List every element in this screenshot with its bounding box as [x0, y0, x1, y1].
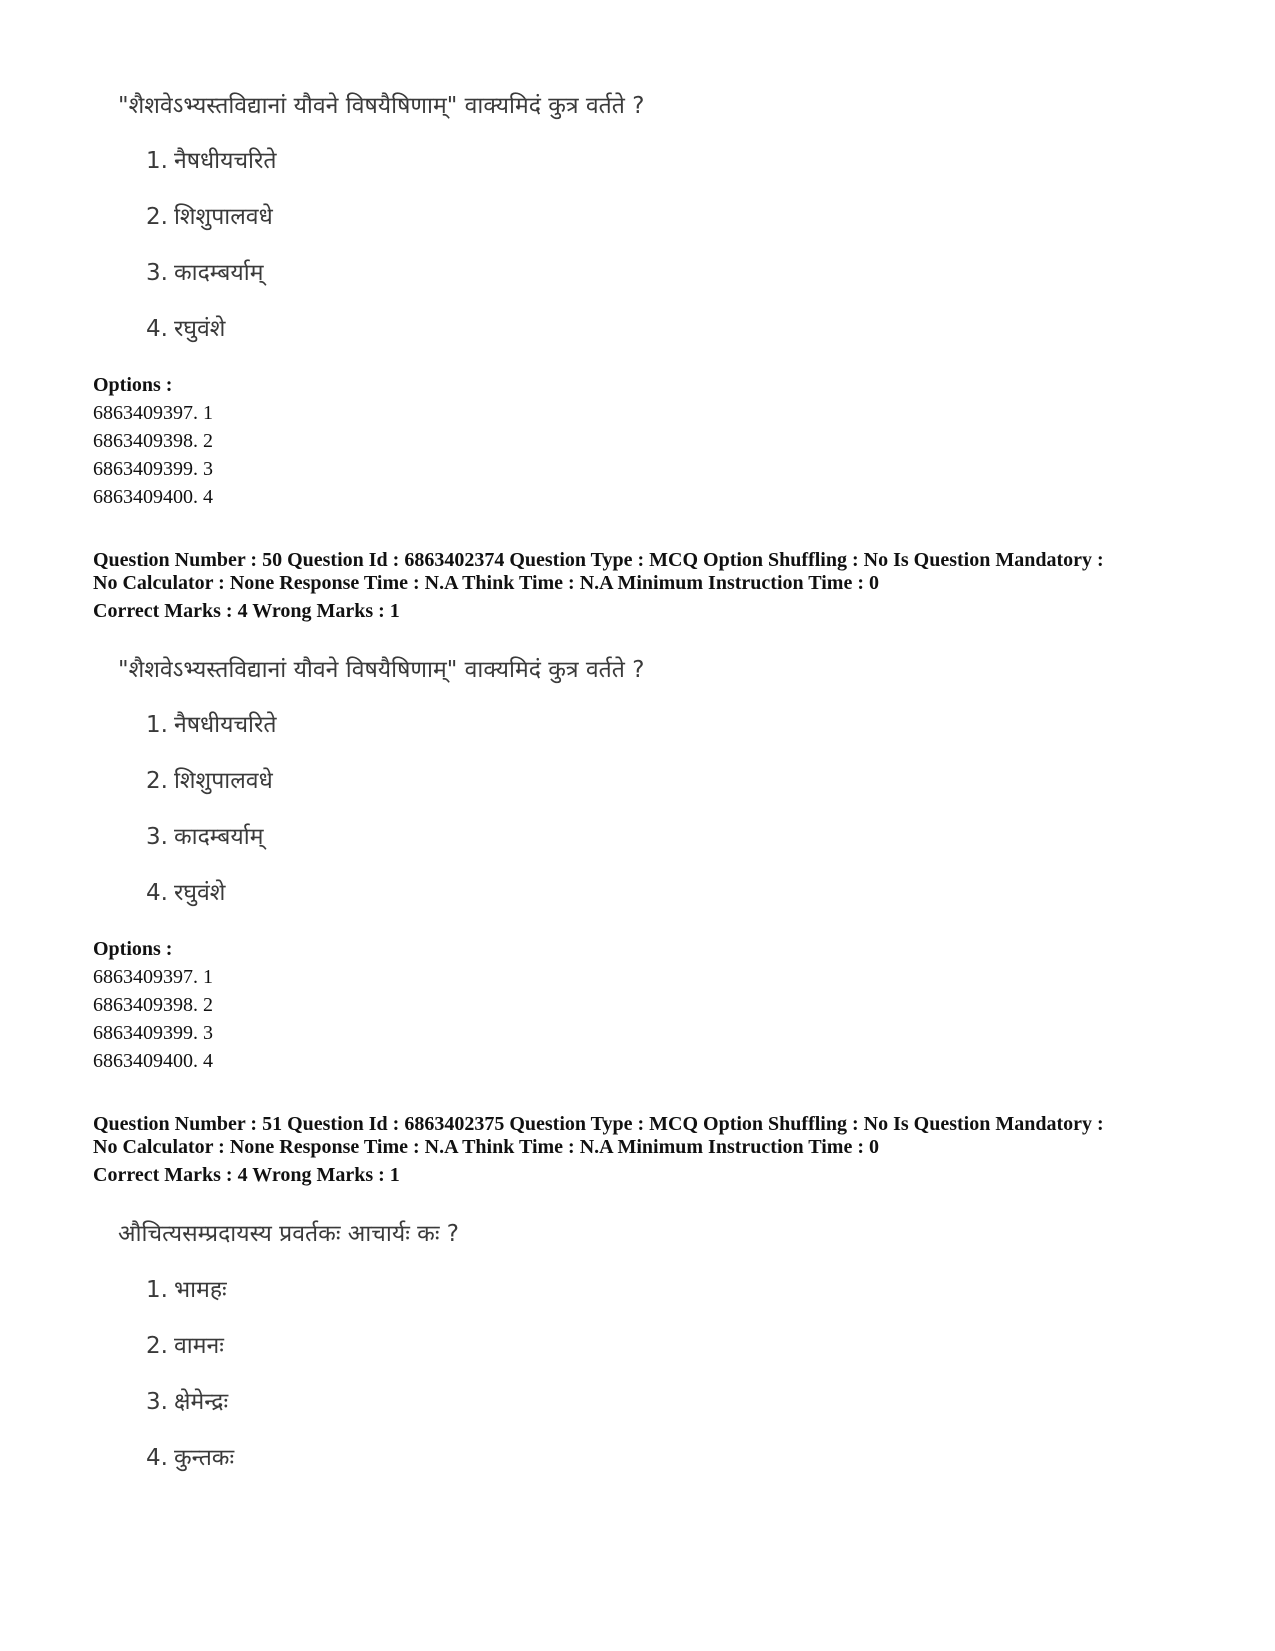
choice-text: शिशुपालवधे: [173, 768, 273, 794]
choice-number: 1.: [146, 1277, 168, 1303]
option-id: 6863409397. 1: [93, 402, 213, 424]
option-id: 6863409400. 4: [93, 1050, 213, 1072]
choice-text: कादम्बर्याम्: [173, 824, 264, 850]
question-text: औचित्यसम्प्रदायस्य प्रवर्तकः आचार्यः कः ?: [118, 1221, 459, 1247]
choice-number: 3.: [146, 824, 168, 850]
choice-number: 1.: [146, 148, 168, 174]
choice-number: 2.: [146, 204, 168, 230]
choice-item: [146, 1272, 227, 1304]
question-header-line2: No Calculator : None Response Time : N.A Think Time : N.A Minimum Instruction Time : 0: [93, 1136, 879, 1158]
option-id: 6863409399. 3: [93, 458, 213, 480]
question-header-line1: Question Number : 51 Question Id : 6863402375 Question Type : MCQ Option Shuffling : No Is Question Mandatory :: [93, 1113, 1104, 1135]
options-label: Options :: [93, 938, 173, 960]
choice-text: भामहः: [173, 1277, 227, 1303]
choice-number: 3.: [146, 1389, 168, 1415]
question-text: "शैशवेऽभ्यस्तविद्यानां यौवने विषयैषिणाम्" वाक्यमिदं कुत्र वर्तते ?: [118, 93, 645, 119]
marks-line: Correct Marks : 4 Wrong Marks : 1: [93, 1164, 400, 1186]
question-text: "शैशवेऽभ्यस्तविद्यानां यौवने विषयैषिणाम्" वाक्यमिदं कुत्र वर्तते ?: [118, 657, 645, 683]
choice-item: [146, 1384, 228, 1416]
choice-text: नैषधीयचरिते: [173, 148, 277, 174]
choice-item: [146, 311, 225, 343]
choice-number: 1.: [146, 712, 168, 738]
option-id: 6863409398. 2: [93, 430, 213, 452]
choice-item: [146, 819, 263, 851]
choice-item: [146, 143, 277, 175]
choice-item: [146, 1328, 224, 1360]
choice-number: 2.: [146, 768, 168, 794]
choice-number: 4.: [146, 1445, 168, 1471]
choice-text: क्षेमेन्द्रः: [173, 1389, 229, 1415]
choice-text: कादम्बर्याम्: [173, 260, 264, 286]
choice-text: वामनः: [173, 1333, 224, 1359]
choice-item: [146, 1440, 234, 1472]
choice-text: कुन्तकः: [173, 1445, 235, 1471]
option-id: 6863409397. 1: [93, 966, 213, 988]
choice-item: [146, 875, 225, 907]
choice-item: [146, 199, 273, 231]
option-id: 6863409400. 4: [93, 486, 213, 508]
choice-item: [146, 707, 277, 739]
choice-text: शिशुपालवधे: [173, 204, 273, 230]
marks-line: Correct Marks : 4 Wrong Marks : 1: [93, 600, 400, 622]
option-id: 6863409399. 3: [93, 1022, 213, 1044]
choice-item: [146, 763, 273, 795]
choice-item: [146, 255, 263, 287]
option-id: 6863409398. 2: [93, 994, 213, 1016]
choice-number: 4.: [146, 316, 168, 342]
choice-text: नैषधीयचरिते: [173, 712, 277, 738]
choice-number: 3.: [146, 260, 168, 286]
choice-number: 2.: [146, 1333, 168, 1359]
choice-number: 4.: [146, 880, 168, 906]
question-header-line2: No Calculator : None Response Time : N.A Think Time : N.A Minimum Instruction Time : 0: [93, 572, 879, 594]
question-header-line1: Question Number : 50 Question Id : 6863402374 Question Type : MCQ Option Shuffling : No Is Question Mandatory :: [93, 549, 1104, 571]
choice-text: रघुवंशे: [173, 316, 226, 342]
choice-text: रघुवंशे: [173, 880, 226, 906]
options-label: Options :: [93, 374, 173, 396]
